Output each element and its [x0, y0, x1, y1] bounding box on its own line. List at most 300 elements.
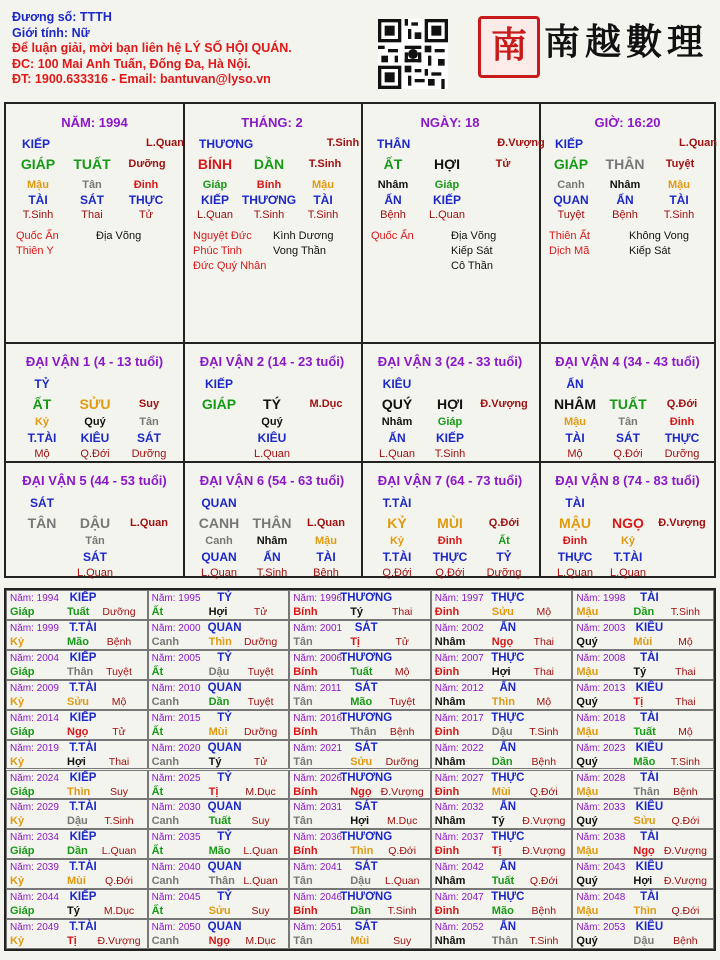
year-branch: Thìn: [633, 905, 657, 918]
year-label: Năm: 2029: [10, 802, 59, 814]
year-stage: Tử: [112, 725, 126, 738]
year-cell: [6, 829, 148, 859]
year-cell: [6, 770, 148, 800]
hidden-stage: Mộ: [34, 448, 50, 460]
year-cell: [431, 770, 573, 800]
year-cell: [148, 620, 290, 650]
pillar-title: NGÀY: 18: [420, 115, 480, 130]
year-stem: Nhâm: [434, 815, 466, 828]
year-label: Năm: 2045: [151, 892, 201, 904]
year-stage: Dưỡng: [385, 755, 419, 768]
year-stage: T.Sinh: [670, 755, 700, 768]
year-label: Năm: 2010: [151, 682, 201, 694]
year-label: Năm: 2014: [10, 712, 59, 724]
life-stage: Tuyệt: [665, 158, 695, 170]
year-stage: Đ.Vượng: [97, 935, 141, 948]
pillar-title: THÁNG: 2: [241, 115, 303, 130]
life-stage: Dưỡng: [128, 158, 166, 170]
qr-code-icon: [378, 19, 448, 89]
year-cell: [289, 620, 431, 650]
pillar-title: NĂM: 1994: [61, 115, 128, 130]
year-cell: [289, 919, 431, 949]
year-stage: Mộ: [678, 635, 693, 648]
year-stem: Giáp: [10, 665, 35, 678]
heavenly-stem: GIÁP: [201, 396, 237, 412]
year-label: Năm: 2051: [293, 922, 343, 934]
year-branch: Sửu: [67, 695, 90, 708]
hidden-star: QUAN: [201, 550, 237, 564]
year-label: Năm: 2052: [434, 922, 484, 934]
year-stem: Mậu: [576, 665, 599, 678]
year-label: Năm: 2008: [576, 652, 626, 664]
year-branch: Ngọ: [208, 935, 230, 948]
hidden-stem: Canh: [205, 535, 233, 547]
year-star: THỰC: [491, 651, 525, 664]
spirit-star: Kình Dương: [273, 230, 334, 242]
heavenly-stem: QUÝ: [381, 396, 413, 412]
year-label: Năm: 2026: [293, 772, 343, 784]
year-stem: Canh: [151, 815, 180, 828]
year-branch: Mùi: [208, 725, 228, 738]
heavenly-stem: CANH: [198, 515, 240, 531]
year-star: KIẾP: [69, 592, 97, 604]
spirit-star: Kiếp Sát: [629, 245, 671, 257]
year-branch: Thân: [67, 665, 94, 678]
year-stage: Đ.Vượng: [380, 785, 424, 798]
year-stage: Suy: [393, 935, 412, 948]
hidden-stage: T.Sinh: [253, 209, 285, 221]
year-label: Năm: 2012: [434, 682, 484, 694]
hidden-stem: Mậu: [27, 179, 49, 191]
year-cell: [572, 919, 714, 949]
hidden-star: T.TÀI: [613, 550, 643, 564]
hidden-star: KIẾP: [200, 193, 230, 207]
year-stage: Tuyệt: [389, 695, 416, 708]
hidden-stem: Giáp: [434, 179, 460, 191]
hidden-stage: L.Quan: [76, 567, 114, 579]
year-branch: Dậu: [67, 815, 88, 828]
year-label: Năm: 2017: [434, 712, 484, 724]
red-seal-stamp: [478, 16, 540, 78]
year-stem: Canh: [151, 935, 180, 948]
year-branch: Sửu: [208, 905, 231, 918]
year-stage: T.Sinh: [670, 606, 700, 618]
earthly-branch: TUẤT: [73, 156, 111, 172]
year-cell: [148, 740, 290, 770]
year-branch: Tuất: [350, 665, 373, 678]
year-label: Năm: 2002: [434, 622, 484, 634]
annual-luck-grid: [4, 588, 716, 951]
dai-van-star: TỶ: [34, 377, 50, 391]
year-star: KIÊU: [635, 681, 664, 694]
year-stem: Ất: [151, 845, 164, 858]
year-branch: Tị: [633, 695, 644, 708]
hidden-star: SÁT: [83, 550, 107, 564]
hidden-star: THỰC: [664, 431, 700, 445]
hidden-stem: Đinh: [133, 179, 159, 191]
year-cell: [148, 710, 290, 740]
year-stem: Canh: [151, 755, 180, 768]
year-branch: Tý: [491, 815, 505, 828]
year-cell: [6, 859, 148, 889]
hidden-star: SÁT: [80, 193, 104, 207]
year-star: TỶ: [217, 771, 232, 784]
year-stem: Bính: [293, 665, 318, 678]
year-label: Năm: 2032: [434, 802, 484, 814]
pillar-stage: Đ.Vượng: [497, 137, 545, 149]
year-stem: Nhâm: [434, 635, 466, 648]
year-label: Năm: 2027: [434, 772, 484, 784]
year-cell: [6, 889, 148, 919]
year-branch: Thìn: [491, 695, 516, 708]
year-stage: M.Dục: [245, 935, 276, 948]
dai-van-star: QUAN: [201, 496, 237, 510]
year-branch: Mão: [491, 905, 514, 918]
hidden-stage: L.Quan: [378, 448, 416, 460]
year-star: TỶ: [217, 711, 232, 724]
spirit-star: Đức Quý Nhân: [193, 260, 267, 272]
year-stem: Ất: [151, 905, 164, 918]
year-cell: [6, 620, 148, 650]
year-cell: [572, 829, 714, 859]
year-stem: Mậu: [576, 785, 599, 798]
hidden-stem: Tân: [618, 416, 638, 428]
hidden-stem: Mậu: [312, 179, 334, 191]
year-stem: Giáp: [10, 845, 35, 858]
year-stem: Giáp: [10, 905, 35, 918]
year-cell: [572, 859, 714, 889]
hidden-stem: Mậu: [315, 535, 337, 547]
life-stage: Q.Đới: [488, 517, 520, 529]
year-branch: Tuất: [67, 606, 90, 618]
year-stage: Bệnh: [531, 905, 557, 918]
year-stem: Đinh: [434, 845, 460, 858]
year-stage: Thai: [533, 635, 555, 648]
year-branch: Tị: [208, 785, 219, 798]
year-branch: Tuất: [633, 725, 656, 738]
hidden-stage: Q.Đới: [80, 448, 110, 460]
year-cell: [572, 650, 714, 680]
row-divider: [6, 461, 714, 463]
year-branch: Tuất: [208, 815, 231, 828]
gender: Giới tính: Nữ: [12, 25, 90, 40]
hidden-stem: Ất: [498, 535, 510, 547]
hidden-star: KIÊU: [80, 431, 110, 445]
life-stage: T.Sinh: [308, 158, 342, 170]
year-stage: Mộ: [678, 725, 693, 738]
heavenly-stem: ẤT: [383, 156, 403, 172]
year-cell: [148, 889, 290, 919]
hidden-star: KIẾP: [432, 193, 462, 207]
year-label: Năm: 2036: [293, 832, 343, 844]
year-cell: [431, 740, 573, 770]
year-star: T.TÀI: [69, 741, 97, 754]
hidden-star: THƯƠNG: [241, 193, 297, 207]
year-label: Năm: 2013: [576, 682, 626, 694]
hidden-stage: T.Sinh: [22, 209, 54, 221]
dai-van-star: ẤN: [566, 377, 584, 391]
year-stem: Nhâm: [434, 935, 466, 948]
pillar-star: THƯƠNG: [199, 137, 254, 151]
spirit-star: Thiên Y: [16, 245, 54, 257]
year-stage: Thai: [675, 665, 696, 678]
year-star: QUAN: [207, 921, 242, 934]
year-cell: [6, 799, 148, 829]
year-star: T.TÀI: [69, 921, 97, 934]
life-stage: Suy: [138, 398, 160, 410]
year-stem: Nhâm: [434, 755, 466, 768]
year-cell: [148, 919, 290, 949]
year-stem: Quý: [576, 935, 598, 948]
year-stage: Tuyệt: [106, 665, 132, 678]
year-cell: [572, 710, 714, 740]
year-star: THƯƠNG: [340, 831, 393, 844]
hidden-stem: Tân: [139, 416, 159, 428]
year-star: ẤN: [499, 801, 517, 814]
year-star: TỶ: [217, 592, 232, 604]
year-star: TÀI: [640, 651, 659, 664]
year-star: T.TÀI: [69, 681, 97, 694]
year-branch: Ngọ: [491, 635, 514, 648]
year-label: Năm: 2003: [576, 622, 626, 634]
year-star: SÁT: [354, 801, 378, 814]
year-branch: Dậu: [491, 725, 513, 738]
year-cell: [289, 829, 431, 859]
column-divider: [361, 104, 363, 576]
pillar-stage: L.Quan: [679, 137, 717, 149]
year-stem: Đinh: [434, 665, 460, 678]
year-stem: Mậu: [576, 606, 599, 618]
year-stage: Q.Đới: [105, 875, 133, 888]
earthly-branch: TUẤT: [609, 396, 647, 412]
year-branch: Thân: [350, 725, 377, 738]
year-branch: Dậu: [350, 875, 371, 888]
year-cell: [572, 740, 714, 770]
year-stage: Thai: [108, 755, 130, 768]
year-label: Năm: 2037: [434, 832, 484, 844]
life-stage: L.Quan: [307, 517, 345, 529]
life-stage: Đ.Vượng: [480, 398, 528, 410]
year-branch: Mão: [208, 845, 231, 858]
year-star: QUAN: [207, 801, 242, 814]
life-stage: Q.Đới: [666, 398, 698, 410]
year-label: Năm: 2046: [293, 892, 343, 904]
hidden-star: THỰC: [432, 550, 468, 564]
year-cell: [431, 859, 573, 889]
earthly-branch: DẦN: [253, 156, 285, 172]
year-stem: Tân: [293, 815, 313, 828]
year-stem: Tân: [293, 695, 313, 708]
year-label: Năm: 2048: [576, 892, 626, 904]
year-branch: Mùi: [67, 875, 86, 888]
year-cell: [148, 829, 290, 859]
life-stage: Đ.Vượng: [658, 517, 706, 529]
hidden-stage: Bệnh: [612, 209, 638, 221]
pillar-title: GIỜ: 16:20: [594, 115, 661, 130]
year-cell: [431, 590, 573, 620]
hidden-stage: Bệnh: [380, 209, 406, 221]
hidden-stem: Bính: [256, 179, 282, 191]
hidden-stage: Tử: [138, 209, 154, 221]
year-cell: [572, 590, 714, 620]
hidden-stage: T.Sinh: [256, 567, 288, 579]
year-stage: Bệnh: [673, 785, 698, 798]
year-label: Năm: 2050: [151, 922, 201, 934]
year-stem: Bính: [293, 606, 318, 618]
spirit-star: Cô Thần: [451, 260, 493, 272]
year-star: THỰC: [491, 592, 525, 604]
year-star: KIẾP: [69, 651, 97, 664]
year-stem: Quý: [576, 815, 598, 828]
heavenly-stem: TÂN: [27, 515, 57, 531]
year-stage: M.Dục: [387, 815, 418, 828]
year-star: TÀI: [640, 831, 659, 844]
dai-van-title: ĐẠI VẬN 6 (54 - 63 tuổi): [199, 473, 345, 488]
hidden-stem: Nhâm: [609, 179, 641, 191]
year-star: T.TÀI: [69, 801, 97, 814]
year-cell: [431, 889, 573, 919]
year-stem: Tân: [293, 935, 313, 948]
year-branch: Ngọ: [633, 845, 655, 858]
year-label: Năm: 1994: [10, 593, 59, 604]
year-star: QUAN: [207, 741, 242, 754]
hidden-stem: Kỷ: [620, 535, 636, 547]
year-label: Năm: 2047: [434, 892, 484, 904]
year-branch: Sửu: [350, 755, 373, 768]
hidden-star: ẤN: [384, 193, 402, 207]
year-star: ẤN: [499, 861, 517, 874]
year-branch: Hợi: [633, 875, 653, 888]
hidden-stem: Đinh: [669, 416, 695, 428]
info-header: [12, 10, 292, 88]
pillar-star: KIẾP: [22, 137, 51, 151]
year-stem: Giáp: [10, 785, 35, 798]
hidden-stage: Bệnh: [313, 567, 339, 579]
hidden-star: SÁT: [616, 431, 640, 445]
spirit-star: Quốc Ấn: [16, 230, 59, 242]
year-cell: [572, 799, 714, 829]
year-star: KIẾP: [69, 771, 97, 784]
year-star: TỶ: [217, 651, 232, 664]
year-stage: Suy: [109, 785, 129, 798]
earthly-branch: DẬU: [79, 515, 111, 531]
year-stem: Tân: [293, 755, 313, 768]
hidden-stage: Q.Đới: [435, 567, 465, 579]
spirit-star: Dịch Mã: [549, 245, 590, 257]
life-stage: Tử: [495, 158, 511, 170]
year-stem: Kỷ: [10, 635, 25, 648]
year-stage: L.Quan: [243, 875, 278, 888]
year-cell: [6, 710, 148, 740]
year-stage: Bệnh: [531, 755, 557, 768]
earthly-branch: MÙI: [437, 515, 463, 531]
hidden-stem: Mậu: [668, 179, 690, 191]
year-stage: Tử: [253, 755, 268, 768]
year-stage: T.Sinh: [387, 905, 417, 918]
year-branch: Thìn: [67, 785, 91, 798]
year-branch: Hợi: [350, 815, 370, 828]
year-star: TÀI: [640, 711, 659, 724]
year-stem: Kỷ: [10, 935, 25, 948]
year-star: KIÊU: [635, 861, 664, 874]
spirit-star: Nguyệt Đức: [193, 230, 252, 242]
year-label: Năm: 2020: [151, 742, 201, 754]
year-branch: Tị: [491, 845, 502, 858]
phone-email: ĐT: 1900.633316 - Email: bantuvan@lyso.vn: [12, 72, 271, 86]
year-star: TỶ: [217, 891, 232, 904]
heavenly-stem: ẤT: [32, 396, 52, 412]
hidden-star: T.TÀI: [382, 550, 412, 564]
hidden-star: SÁT: [137, 431, 161, 445]
year-branch: Tý: [633, 665, 647, 678]
hidden-stage: Dưỡng: [131, 448, 167, 460]
year-branch: Tý: [208, 755, 222, 768]
hidden-star: KIẾP: [435, 431, 465, 445]
year-label: Năm: 2018: [576, 712, 626, 724]
heavenly-stem: GIÁP: [553, 156, 589, 172]
year-star: ẤN: [499, 621, 517, 634]
year-stem: Canh: [151, 635, 180, 648]
year-label: Năm: 2040: [151, 862, 201, 874]
spirit-star: Địa Võng: [96, 230, 142, 242]
year-label: Năm: 2030: [151, 802, 201, 814]
year-branch: Tị: [350, 635, 360, 648]
year-stem: Bính: [293, 785, 318, 798]
year-label: Năm: 1998: [576, 593, 626, 604]
year-label: Năm: 2053: [576, 922, 626, 934]
year-stage: L.Quan: [243, 845, 278, 858]
year-stem: Ất: [151, 665, 164, 678]
hidden-stem: Mậu: [564, 416, 586, 428]
year-stage: L.Quan: [101, 845, 137, 858]
year-label: Năm: 2019: [10, 742, 59, 754]
year-stem: Canh: [151, 875, 180, 888]
year-branch: Thìn: [350, 845, 374, 858]
hidden-stem: Kỷ: [34, 416, 50, 428]
spirit-star: Vong Thần: [273, 245, 327, 257]
year-stage: Mộ: [536, 695, 552, 708]
year-stage: Dưỡng: [102, 606, 136, 618]
year-star: T.TÀI: [69, 621, 97, 634]
year-stage: T.Sinh: [529, 725, 559, 738]
year-star: TÀI: [640, 891, 659, 904]
pillar-stage: T.Sinh: [326, 137, 360, 149]
hidden-stage: Thai: [81, 209, 103, 221]
year-branch: Ngọ: [67, 725, 89, 738]
year-star: ẤN: [499, 681, 517, 694]
year-cell: [6, 650, 148, 680]
year-cell: [289, 680, 431, 710]
year-branch: Thìn: [208, 635, 232, 648]
spirit-star: Địa Võng: [451, 230, 497, 242]
year-label: Năm: 2006: [293, 652, 343, 664]
year-label: Năm: 2023: [576, 742, 626, 754]
year-label: Năm: 2043: [576, 862, 626, 874]
year-cell: [289, 889, 431, 919]
year-stem: Ất: [151, 725, 164, 738]
year-branch: Thân: [491, 935, 519, 948]
year-cell: [572, 889, 714, 919]
year-star: TÀI: [640, 592, 659, 604]
year-stage: Mộ: [111, 695, 127, 708]
year-stem: Đinh: [434, 725, 460, 738]
earthly-branch: THÂN: [252, 515, 292, 531]
hidden-star: THỰC: [557, 550, 593, 564]
owner-name: Đương số: TTTH: [12, 10, 112, 24]
earthly-branch: SỬU: [79, 396, 111, 412]
year-stage: Bệnh: [389, 725, 415, 738]
year-stem: Quý: [576, 695, 598, 708]
